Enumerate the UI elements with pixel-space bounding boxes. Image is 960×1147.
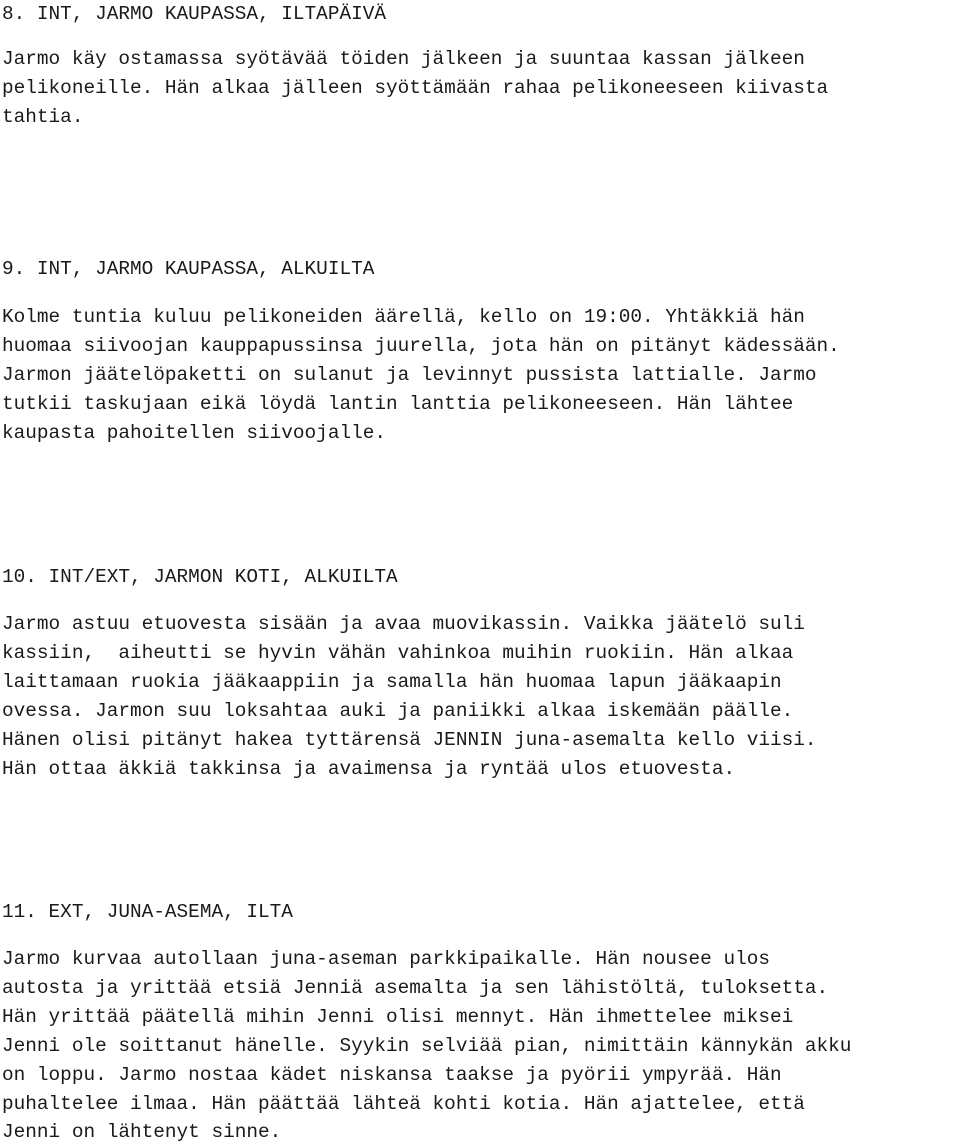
text-line: pelikoneille. Hän alkaa jälleen syöttämään rahaa pelikoneeseen kiivasta: [2, 76, 829, 99]
text-line: Jenni ole soittanut hänelle. Syykin selviää pian, nimittäin kännykän akku: [2, 1034, 852, 1057]
text-line: on loppu. Jarmo nostaa kädet niskansa taakse ja pyörii ympyrää. Hän: [2, 1063, 782, 1086]
text-line: puhaltelee ilmaa. Hän päättää lähteä kohti kotia. Hän ajattelee, että: [2, 1092, 805, 1115]
scene-heading: 11. EXT, JUNA-ASEMA, ILTA: [2, 901, 293, 923]
text-line: Jenni on lähtenyt sinne.: [2, 1121, 282, 1144]
text-line: tutkii taskujaan eikä löydä lantin lanttia pelikoneeseen. Hän lähtee: [2, 392, 794, 415]
text-line: Hän ottaa äkkiä takkinsa ja avaimensa ja ryntää ulos etuovesta.: [2, 757, 736, 780]
text-line: kaupasta pahoitellen siivoojalle.: [2, 421, 386, 444]
text-line: Hänen olisi pitänyt hakea tyttärensä JENNIN juna-asemalta kello viisi.: [2, 728, 817, 751]
scene-description: [2, 610, 958, 783]
scene-8: [2, 0, 958, 128]
scene-10: [2, 563, 958, 780]
text-line: Jarmon jäätelöpaketti on sulanut ja levinnyt pussista lattialle. Jarmo: [2, 363, 817, 386]
scene-heading: 10. INT/EXT, JARMON KOTI, ALKUILTA: [2, 566, 398, 588]
text-line: huomaa siivoojan kauppapussinsa juurella, jota hän on pitänyt kädessään.: [2, 334, 840, 357]
text-line: laittamaan ruokia jääkaappiin ja samalla hän huomaa lapun jääkaapin: [2, 670, 782, 693]
scene-heading: 8. INT, JARMO KAUPASSA, ILTAPÄIVÄ: [2, 3, 386, 25]
text-line: Kolme tuntia kuluu pelikoneiden äärellä, kello on 19:00. Yhtäkkiä hän: [2, 306, 805, 328]
scene-description: [2, 945, 958, 1147]
text-line: Hän yrittää päätellä mihin Jenni olisi mennyt. Hän ihmettelee miksei: [2, 1005, 794, 1028]
text-line: autosta ja yrittää etsiä Jenniä asemalta ja sen lähistöltä, tuloksetta.: [2, 976, 829, 999]
text-line: kassiin, aiheutti se hyvin vähän vahinkoa muihin ruokiin. Hän alkaa: [2, 641, 794, 664]
scene-description: [2, 303, 958, 448]
scene-11: [2, 898, 958, 1144]
text-line: tahtia.: [2, 105, 84, 128]
text-line: Jarmo käy ostamassa syötävää töiden jälkeen ja suuntaa kassan jälkeen: [2, 48, 805, 70]
scene-9: [2, 255, 958, 444]
scene-description: [2, 45, 958, 132]
text-line: Jarmo kurvaa autollaan juna-aseman parkkipaikalle. Hän nousee ulos: [2, 948, 770, 970]
text-line: Jarmo astuu etuovesta sisään ja avaa muovikassin. Vaikka jäätelö suli: [2, 613, 805, 635]
text-line: ovessa. Jarmon suu loksahtaa auki ja paniikki alkaa iskemään päälle.: [2, 699, 794, 722]
scene-heading: 9. INT, JARMO KAUPASSA, ALKUILTA: [2, 258, 375, 280]
